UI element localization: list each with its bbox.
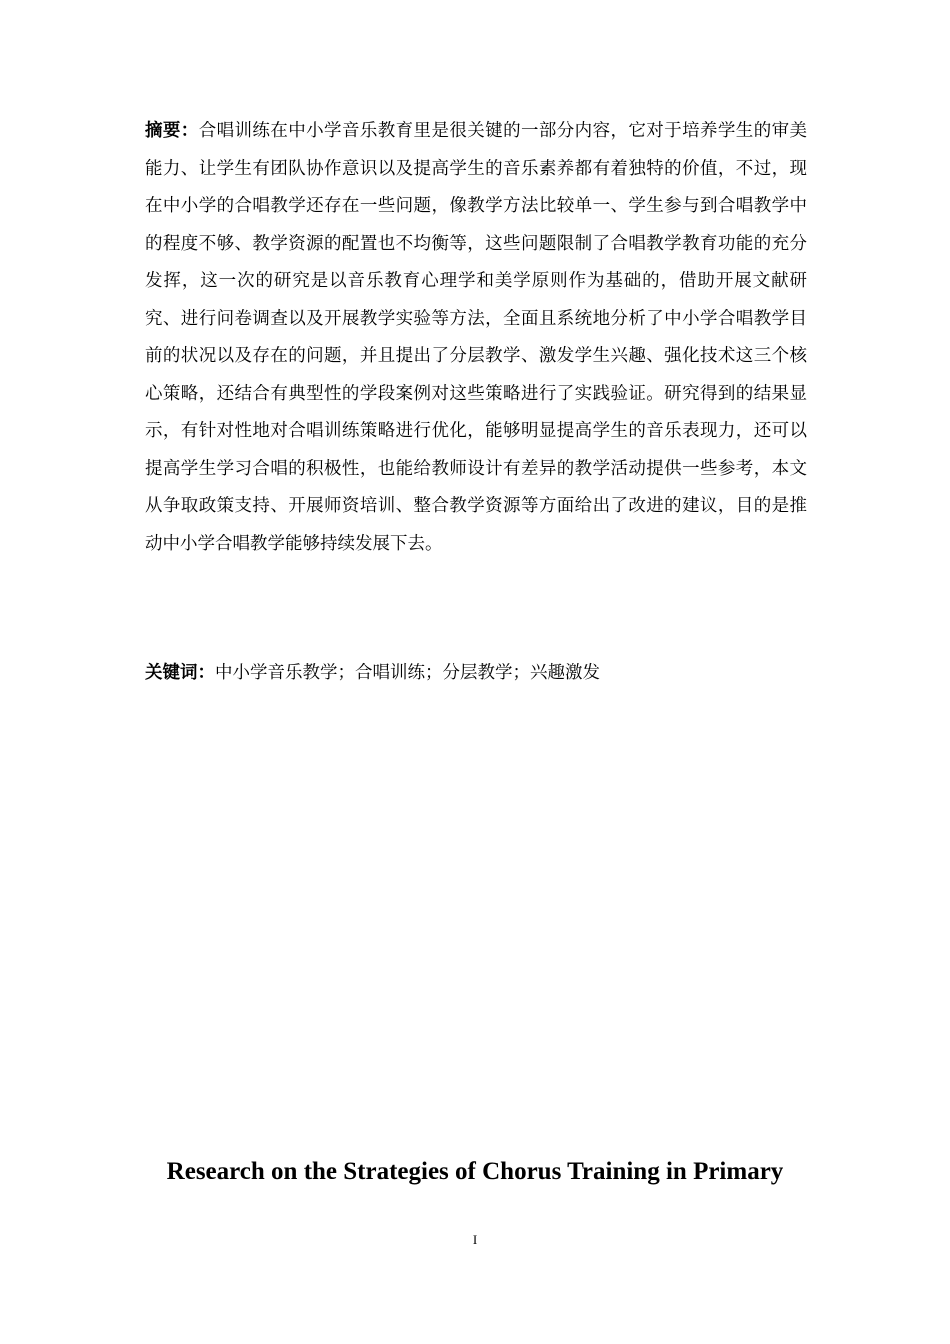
abstract-paragraph xyxy=(145,113,807,563)
page-number: I xyxy=(472,1232,478,1247)
abstract-text: 合唱训练在中小学音乐教育里是很关键的一部分内容，它对于培养学生的审美能力、让学生有团队协作意识以及提高学生的音乐素养都有着独特的价值，不过，现在中小学的合唱教学还存在一些问题，像教学方法比较单一、学生参与到合唱教学中的程度不够、教学资源的配置也不均衡等，这些问题限制了合唱教学教育功能的充分发挥，这一次的研究是以音乐教育心理学和美学原则作为基础的，借助开展文献研究、进行问卷调查以及开展教学实验等方法，全面且系统地分析了中小学合唱教学目前的状况以及存在的问题，并且提出了分层教学、激发学生兴趣、强化技术这三个核心策略，还结合有典型性的学段案例对这些策略进行了实践验证。研究得到的结果显示，有针对性地对合唱训练策略进行优化，能够明显提高学生的音乐表现力，还可以提高学生学习合唱的积极性，也能给教师设计有差异的教学活动提供一些参考，本文从争取政策支持、开展师资培训、整合教学资源等方面给出了改进的建议，目的是推动中小学合唱教学能够持续发展下去。 xyxy=(145,121,808,554)
keywords-text: 中小学音乐教学；合唱训练；分层教学；兴趣激发 xyxy=(215,663,600,683)
keywords-line xyxy=(145,655,807,693)
keywords-label: 关键词： xyxy=(145,663,215,683)
english-title: Research on the Strategies of Chorus Training in Primary xyxy=(166,1158,784,1185)
abstract-label: 摘要： xyxy=(145,121,199,141)
